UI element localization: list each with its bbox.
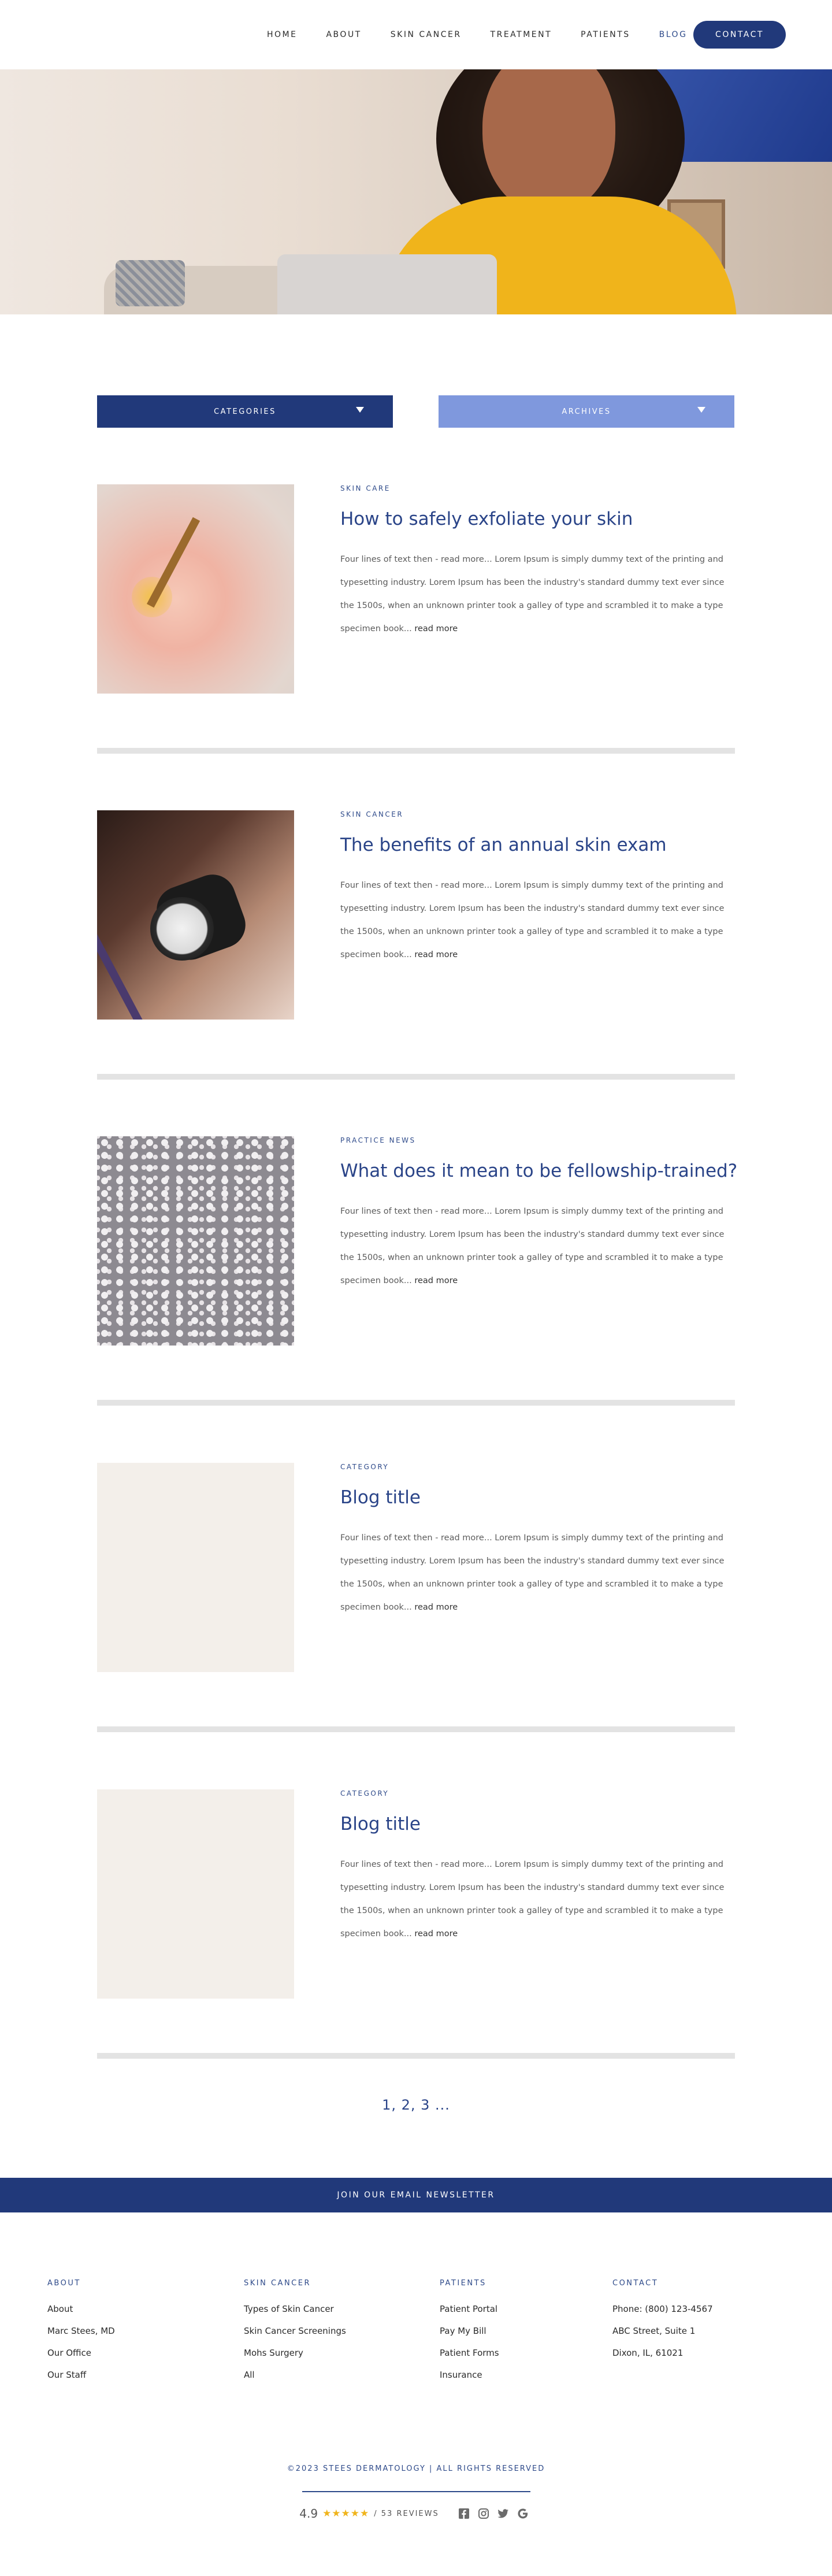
read-more-link[interactable]: read more bbox=[414, 1603, 458, 1612]
footer-link[interactable]: Patient Portal bbox=[440, 2304, 498, 2314]
post-category[interactable]: CATEGORY bbox=[340, 1463, 389, 1471]
post-excerpt bbox=[340, 1200, 735, 1292]
footer-heading: ABOUT bbox=[47, 2279, 81, 2288]
footer-column-skin-cancer bbox=[244, 2279, 346, 2392]
blog-post bbox=[97, 484, 735, 727]
footer-link[interactable]: Marc Stees, MD bbox=[47, 2326, 115, 2336]
instagram-icon[interactable] bbox=[478, 2508, 489, 2519]
post-divider bbox=[97, 1400, 735, 1406]
rating-value: 4.9 bbox=[299, 2507, 318, 2521]
dermatoscope-lens bbox=[150, 897, 214, 961]
footer-divider bbox=[302, 2491, 530, 2492]
footer-column-about bbox=[47, 2279, 115, 2392]
hero-laptop bbox=[277, 254, 497, 314]
twitter-icon[interactable] bbox=[497, 2508, 509, 2519]
reviews-bar bbox=[0, 2505, 832, 2522]
post-excerpt-text: Four lines of text then - read more... Lorem Ipsum is simply dummy text of the printing and typesetting industry. Lorem Ipsum has been the industry's standard dummy text ever since the 1500s, when an unknown printer took a galley of type and scrambled it to make a type specimen book... bbox=[340, 1860, 725, 1939]
post-title[interactable]: How to safely exfoliate your skin bbox=[340, 509, 633, 529]
facebook-icon[interactable] bbox=[458, 2508, 470, 2519]
post-category[interactable]: SKIN CARE bbox=[340, 484, 391, 492]
post-title[interactable]: Blog title bbox=[340, 1487, 421, 1508]
blog-post bbox=[97, 1789, 735, 2032]
footer-link[interactable]: All bbox=[244, 2370, 255, 2380]
footer-link[interactable]: About bbox=[47, 2304, 73, 2314]
post-divider bbox=[97, 2053, 735, 2059]
post-title[interactable]: The benefits of an annual skin exam bbox=[340, 835, 667, 855]
footer-heading: CONTACT bbox=[612, 2279, 659, 2288]
post-excerpt bbox=[340, 1526, 735, 1619]
nav-about[interactable]: ABOUT bbox=[326, 30, 362, 39]
nav-home[interactable]: HOME bbox=[267, 30, 298, 39]
footer-phone[interactable]: Phone: (800) 123-4567 bbox=[612, 2304, 713, 2314]
footer-link[interactable]: Patient Forms bbox=[440, 2348, 499, 2358]
blog-post bbox=[97, 1463, 735, 1706]
copyright: ©2023 STEES DERMATOLOGY | ALL RIGHTS RESERVED bbox=[287, 2464, 545, 2473]
post-title[interactable]: Blog title bbox=[340, 1814, 421, 1834]
newsletter-banner[interactable]: JOIN OUR EMAIL NEWSLETTER bbox=[0, 2178, 832, 2212]
peach-stem bbox=[147, 517, 200, 608]
footer-heading: PATIENTS bbox=[440, 2279, 486, 2288]
footer-link[interactable]: Skin Cancer Screenings bbox=[244, 2326, 346, 2336]
footer-column-patients bbox=[440, 2279, 499, 2392]
post-category[interactable]: CATEGORY bbox=[340, 1789, 389, 1797]
post-thumbnail-placeholder[interactable] bbox=[97, 1789, 294, 1999]
contact-button[interactable]: CONTACT bbox=[693, 21, 786, 49]
nav-patients[interactable]: PATIENTS bbox=[581, 30, 630, 39]
categories-dropdown[interactable] bbox=[97, 395, 393, 428]
archives-label: ARCHIVES bbox=[562, 407, 611, 416]
post-content bbox=[340, 484, 735, 640]
post-excerpt bbox=[340, 874, 735, 966]
footer-link[interactable]: Our Staff bbox=[47, 2370, 87, 2380]
nav-treatment[interactable]: TREATMENT bbox=[490, 30, 552, 39]
google-icon[interactable] bbox=[517, 2508, 529, 2519]
hero-image bbox=[0, 69, 832, 314]
main-nav bbox=[267, 21, 716, 49]
site-header bbox=[0, 0, 832, 69]
post-divider bbox=[97, 1726, 735, 1732]
post-excerpt bbox=[340, 1853, 735, 1945]
post-content bbox=[340, 810, 735, 966]
post-thumbnail[interactable] bbox=[97, 1136, 294, 1346]
blog-post bbox=[97, 810, 735, 1053]
review-count[interactable]: / 53 REVIEWS bbox=[374, 2509, 439, 2518]
post-thumbnail[interactable] bbox=[97, 484, 294, 694]
post-divider bbox=[97, 1074, 735, 1080]
footer-link[interactable]: Our Office bbox=[47, 2348, 92, 2358]
post-excerpt bbox=[340, 548, 735, 640]
footer-heading: SKIN CANCER bbox=[244, 2279, 311, 2288]
categories-label: CATEGORIES bbox=[214, 407, 276, 416]
post-title[interactable]: What does it mean to be fellowship-trained? bbox=[340, 1161, 738, 1181]
dermatoscope-strap bbox=[97, 914, 146, 1020]
nav-skin-cancer[interactable]: SKIN CANCER bbox=[390, 30, 462, 39]
pagination[interactable]: 1, 2, 3 ... bbox=[382, 2097, 450, 2113]
footer-column-contact bbox=[612, 2279, 713, 2370]
footer-link[interactable]: Pay My Bill bbox=[440, 2326, 486, 2336]
post-excerpt-text: Four lines of text then - read more... Lorem Ipsum is simply dummy text of the printing and typesetting industry. Lorem Ipsum has been the industry's standard dummy text ever since the 1500s, when an unknown printer took a galley of type and scrambled it to make a type specimen book... bbox=[340, 1533, 725, 1612]
post-excerpt-text: Four lines of text then - read more... Lorem Ipsum is simply dummy text of the printing and typesetting industry. Lorem Ipsum has been the industry's standard dummy text ever since the 1500s, when an unknown printer took a galley of type and scrambled it to make a type specimen book... bbox=[340, 1207, 725, 1285]
post-content bbox=[340, 1463, 735, 1619]
nav-blog[interactable]: BLOG bbox=[659, 30, 688, 39]
post-content bbox=[340, 1136, 738, 1292]
post-category[interactable]: PRACTICE NEWS bbox=[340, 1136, 416, 1144]
blog-post bbox=[97, 1136, 738, 1379]
footer-address-line[interactable]: ABC Street, Suite 1 bbox=[612, 2326, 696, 2336]
post-category[interactable]: SKIN CANCER bbox=[340, 810, 404, 818]
footer-link[interactable]: Mohs Surgery bbox=[244, 2348, 303, 2358]
read-more-link[interactable]: read more bbox=[414, 624, 458, 633]
read-more-link[interactable]: read more bbox=[414, 1929, 458, 1939]
read-more-link[interactable]: read more bbox=[414, 950, 458, 959]
caret-down-icon bbox=[697, 407, 705, 413]
post-excerpt-text: Four lines of text then - read more... Lorem Ipsum is simply dummy text of the printing and typesetting industry. Lorem Ipsum has been the industry's standard dummy text ever since the 1500s, when an unknown printer took a galley of type and scrambled it to make a type specimen book... bbox=[340, 881, 725, 959]
post-divider bbox=[97, 748, 735, 754]
caret-down-icon bbox=[356, 407, 364, 413]
archives-dropdown[interactable] bbox=[439, 395, 734, 428]
post-thumbnail-placeholder[interactable] bbox=[97, 1463, 294, 1672]
read-more-link[interactable]: read more bbox=[414, 1276, 458, 1285]
post-thumbnail[interactable] bbox=[97, 810, 294, 1020]
footer-link[interactable]: Types of Skin Cancer bbox=[244, 2304, 334, 2314]
post-excerpt-text: Four lines of text then - read more... Lorem Ipsum is simply dummy text of the printing and typesetting industry. Lorem Ipsum has been the industry's standard dummy text ever since the 1500s, when an unknown printer took a galley of type and scrambled it to make a type specimen book... bbox=[340, 555, 725, 633]
footer-link[interactable]: Insurance bbox=[440, 2370, 482, 2380]
star-rating-icon: ★★★★★ bbox=[322, 2508, 370, 2519]
footer-address-line[interactable]: Dixon, IL, 61021 bbox=[612, 2348, 684, 2358]
hero-pillow bbox=[116, 260, 185, 306]
post-content bbox=[340, 1789, 735, 1945]
